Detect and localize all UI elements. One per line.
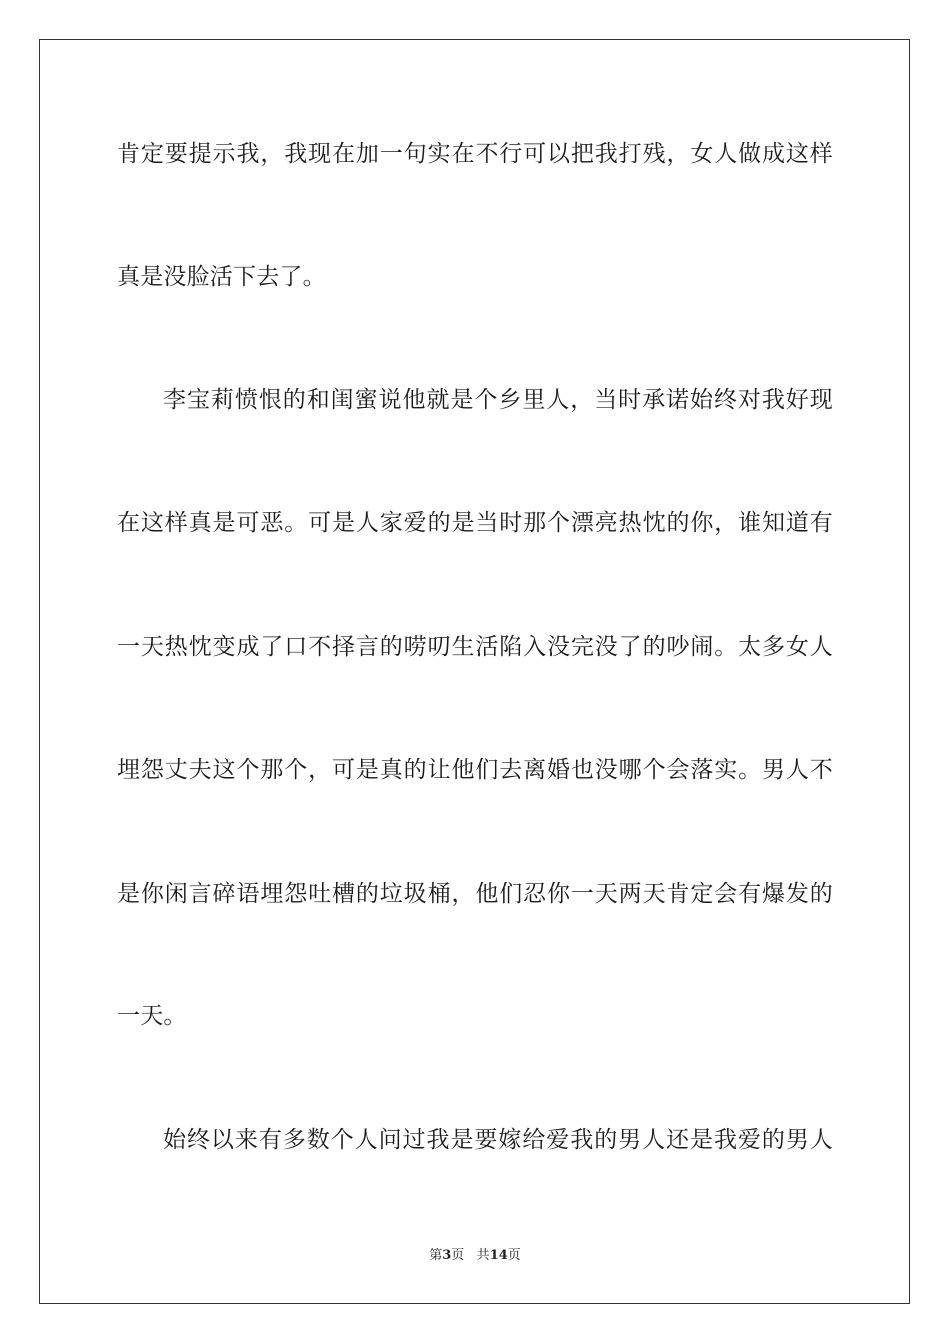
page-border [39, 39, 910, 1304]
paragraph-line: 一天热忱变成了口不择言的唠叨生活陷入没完没了的吵闹。太多女人 [117, 634, 833, 660]
footer-page-number: 3 [442, 1248, 452, 1263]
paragraph-line: 埋怨丈夫这个那个，可是真的让他们去离婚也没哪个会落实。男人不 [117, 757, 833, 783]
paragraph-line: 真是没脸活下去了。 [117, 264, 326, 290]
footer-total-number: 14 [489, 1248, 508, 1263]
paragraph-line: 在这样真是可恶。可是人家爱的是当时那个漂亮热忱的你，谁知道有 [117, 510, 833, 536]
paragraph-line: 始终以来有多数个人问过我是要嫁给爱我的男人还是我爱的男人 [163, 1127, 833, 1153]
footer-total-suffix: 页 [507, 1248, 521, 1263]
paragraph-line: 一天。 [117, 1003, 187, 1029]
paragraph-line: 是你闲言碎语埋怨吐槽的垃圾桶，他们忍你一天两天肯定会有爆发的 [117, 881, 833, 907]
page-footer [0, 1247, 950, 1265]
paragraph-line: 李宝莉愤恨的和闺蜜说他就是个乡里人，当时承诺始终对我好现 [163, 387, 833, 413]
footer-total-prefix: 共 [476, 1248, 490, 1263]
footer-page-suffix: 页 [451, 1248, 465, 1263]
footer-page-prefix: 第 [429, 1248, 443, 1263]
paragraph-line: 肯定要提示我，我现在加一句实在不行可以把我打残，女人做成这样 [117, 141, 833, 167]
